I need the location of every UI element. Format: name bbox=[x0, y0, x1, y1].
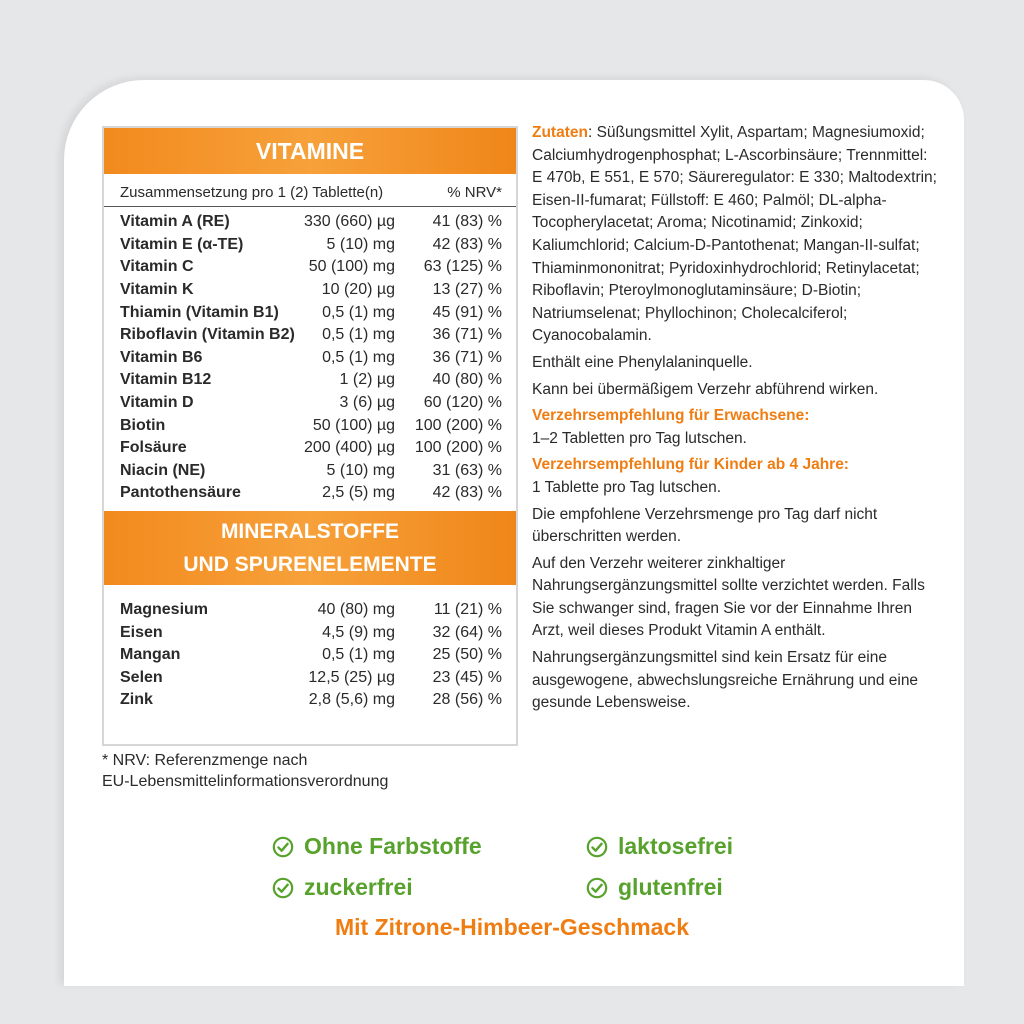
composition-header: Zusammensetzung pro 1 (2) Tablette(n) bbox=[120, 184, 384, 201]
table-row bbox=[120, 667, 502, 690]
table-header bbox=[104, 174, 516, 207]
claim-label: glutenfrei bbox=[618, 874, 723, 900]
nutrient-nrv: 32 (64) % bbox=[432, 623, 502, 641]
claim-label: laktosefrei bbox=[618, 833, 734, 859]
laxative-note: Kann bei übermäßigem Verzehr abführend wirken. bbox=[532, 380, 879, 398]
check-circle-icon bbox=[272, 877, 294, 899]
nutrient-nrv: 25 (50) % bbox=[432, 646, 502, 664]
check-circle-icon bbox=[586, 836, 608, 858]
ingredients-text: : Süßungsmittel Xylit, Aspartam; Magnesiumoxid; Calciumhydrogenphosphat; L-Ascorbinsäure; Trennmittel: E 470b, E 551, E 570; Säureregulator: E 330; Maltodextrin; Eisen-II-fumarat; Füllstoff: E 460; Palmöl; DL-alpha-Tocopherylacetat; Aroma; Nicotinamid; Zinkoxid; Kaliumchlorid; Calcium-D-Pantothenat; Mangan-II-sulfat; Thiaminmononitrat; Pyridoxinhydrochlorid; Retinylacetat; Riboflavin; Pteroylmonoglutaminsäure; D-Biotin; Natriumselenat; Phyllochinon; Cholecalciferol; Cyanocobalamin. bbox=[532, 124, 937, 345]
nutrient-nrv: 42 (83) % bbox=[432, 235, 502, 253]
table-row bbox=[120, 414, 502, 437]
nutrient-nrv: 41 (83) % bbox=[432, 213, 502, 231]
claim-no-colorants bbox=[272, 833, 482, 860]
phenylalanine-note: Enthält eine Phenylalaninquelle. bbox=[532, 353, 753, 371]
nutrient-nrv: 100 (200) % bbox=[414, 416, 502, 434]
nutrient-name: Vitamin B6 bbox=[120, 348, 203, 366]
nutrient-nrv: 40 (80) % bbox=[432, 371, 502, 389]
nutrient-amount: 12,5 (25) µg bbox=[308, 668, 395, 686]
nutrient-nrv: 23 (45) % bbox=[432, 668, 502, 686]
minerals-title-line1: MINERALSTOFFE bbox=[220, 519, 400, 543]
table-row bbox=[120, 437, 502, 460]
zinc-warning: Auf den Verzehr weiterer zinkhaltiger Nahrungsergänzungsmittel sollte verzichtet werden. Falls Sie schwanger sind, fragen Sie vor der Einnahme Ihren Arzt, weil dieses Produkt Vitamin A enthält. bbox=[532, 554, 925, 640]
nutrient-nrv: 31 (63) % bbox=[432, 461, 502, 479]
nutrient-nrv: 36 (71) % bbox=[432, 348, 502, 366]
flavor-label: Mit Zitrone-Himbeer-Geschmack bbox=[334, 914, 690, 940]
nutrient-amount: 5 (10) mg bbox=[326, 235, 395, 253]
claim-label: zuckerfrei bbox=[304, 874, 413, 900]
nutrient-name: Vitamin A (RE) bbox=[120, 213, 230, 231]
claim-label: Ohne Farbstoffe bbox=[304, 833, 482, 859]
nrv-footnote bbox=[102, 750, 388, 792]
nutrient-amount: 0,5 (1) mg bbox=[322, 326, 395, 344]
table-row bbox=[120, 324, 502, 347]
nutrient-name: Zink bbox=[120, 691, 153, 709]
table-row bbox=[120, 392, 502, 415]
child-dosage-text: 1 Tablette pro Tag lutschen. bbox=[532, 478, 722, 496]
nutrient-amount: 4,5 (9) mg bbox=[322, 623, 395, 641]
nutrient-name: Mangan bbox=[120, 646, 181, 664]
adult-dosage-heading: Verzehrsempfehlung für Erwachsene: bbox=[532, 407, 810, 425]
table-row bbox=[120, 621, 502, 644]
nutrient-name: Niacin (NE) bbox=[120, 461, 206, 479]
nutrient-nrv: 28 (56) % bbox=[432, 691, 502, 709]
product-info bbox=[532, 122, 942, 719]
nutrient-nrv: 45 (91) % bbox=[432, 303, 502, 321]
nutrient-name: Vitamin K bbox=[120, 281, 194, 299]
nutrient-amount: 200 (400) µg bbox=[303, 439, 395, 457]
nutrient-name: Vitamin E (α-TE) bbox=[120, 235, 244, 253]
adult-dosage-text: 1–2 Tabletten pro Tag lutschen. bbox=[532, 429, 747, 447]
table-row bbox=[120, 599, 502, 622]
nutrient-nrv: 11 (21) % bbox=[433, 601, 502, 619]
table-row bbox=[120, 644, 502, 667]
vitamin-rows bbox=[104, 207, 516, 505]
nutrient-amount: 1 (2) µg bbox=[339, 371, 395, 389]
nutrient-name: Riboflavin (Vitamin B2) bbox=[120, 326, 295, 344]
nutrient-amount: 2,8 (5,6) mg bbox=[308, 691, 395, 709]
nutrient-name: Biotin bbox=[120, 416, 166, 434]
nutrient-amount: 330 (660) µg bbox=[303, 213, 395, 231]
nutrient-nrv: 60 (120) % bbox=[423, 394, 502, 412]
nutrient-name: Thiamin (Vitamin B1) bbox=[120, 303, 279, 321]
nutrient-name: Magnesium bbox=[120, 601, 209, 619]
child-dosage-heading: Verzehrsempfehlung für Kinder ab 4 Jahre: bbox=[532, 456, 849, 474]
claim-gluten-free bbox=[586, 874, 723, 901]
nutrient-amount: 50 (100) µg bbox=[312, 416, 395, 434]
nutrient-name: Pantothensäure bbox=[120, 484, 241, 502]
minerals-title-line2: UND SPURENELEMENTE bbox=[183, 552, 437, 576]
claim-lactose-free bbox=[586, 833, 733, 860]
nutrient-name: Vitamin D bbox=[120, 394, 194, 412]
table-row bbox=[120, 482, 502, 505]
nutrient-nrv: 13 (27) % bbox=[432, 281, 502, 299]
nutrient-amount: 5 (10) mg bbox=[326, 461, 395, 479]
table-row bbox=[120, 460, 502, 483]
ingredients bbox=[532, 122, 942, 348]
nutrient-name: Folsäure bbox=[120, 439, 187, 457]
nutrient-amount: 10 (20) µg bbox=[321, 281, 395, 299]
table-row bbox=[120, 301, 502, 324]
footnote-line2: EU-Lebensmittelinformationsverordnung bbox=[102, 773, 389, 790]
nutrient-nrv: 63 (125) % bbox=[423, 258, 502, 276]
vitamins-heading: VITAMINE bbox=[104, 128, 516, 174]
nutrient-amount: 50 (100) mg bbox=[308, 258, 395, 276]
nutrient-nrv: 36 (71) % bbox=[432, 326, 502, 344]
table-row bbox=[120, 347, 502, 370]
table-row bbox=[120, 689, 502, 712]
nutrient-amount: 3 (6) µg bbox=[339, 394, 395, 412]
claim-sugar-free bbox=[272, 874, 413, 901]
nutrient-nrv: 100 (200) % bbox=[414, 439, 502, 457]
check-circle-icon bbox=[586, 877, 608, 899]
minerals-heading bbox=[104, 511, 516, 585]
nutrient-amount: 0,5 (1) mg bbox=[322, 646, 395, 664]
table-row bbox=[120, 279, 502, 302]
nrv-header: % NRV* bbox=[447, 184, 502, 201]
nutrient-amount: 2,5 (5) mg bbox=[322, 484, 395, 502]
dose-warning: Die empfohlene Verzehrsmenge pro Tag darf nicht überschritten werden. bbox=[532, 505, 878, 546]
table-row bbox=[120, 211, 502, 234]
footnote-line1: * NRV: Referenzmenge nach bbox=[102, 752, 308, 769]
table-row bbox=[120, 256, 502, 279]
nutrient-amount: 40 (80) mg bbox=[317, 601, 395, 619]
nutrient-name: Vitamin C bbox=[120, 258, 194, 276]
table-row bbox=[120, 369, 502, 392]
mineral-rows bbox=[104, 585, 516, 712]
nutrient-name: Selen bbox=[120, 668, 163, 686]
nutrient-name: Eisen bbox=[120, 623, 163, 641]
table-row bbox=[120, 234, 502, 257]
check-circle-icon bbox=[272, 836, 294, 858]
nutrient-nrv: 42 (83) % bbox=[432, 484, 502, 502]
nutrient-amount: 0,5 (1) mg bbox=[322, 348, 395, 366]
diet-note: Nahrungsergänzungsmittel sind kein Ersatz für eine ausgewogene, abwechslungsreiche Ernährung und eine gesunde Lebensweise. bbox=[532, 649, 919, 712]
nutrient-name: Vitamin B12 bbox=[120, 371, 212, 389]
nutrient-amount: 0,5 (1) mg bbox=[322, 303, 395, 321]
ingredients-label: Zutaten bbox=[532, 124, 588, 141]
nutrition-table bbox=[102, 126, 518, 746]
